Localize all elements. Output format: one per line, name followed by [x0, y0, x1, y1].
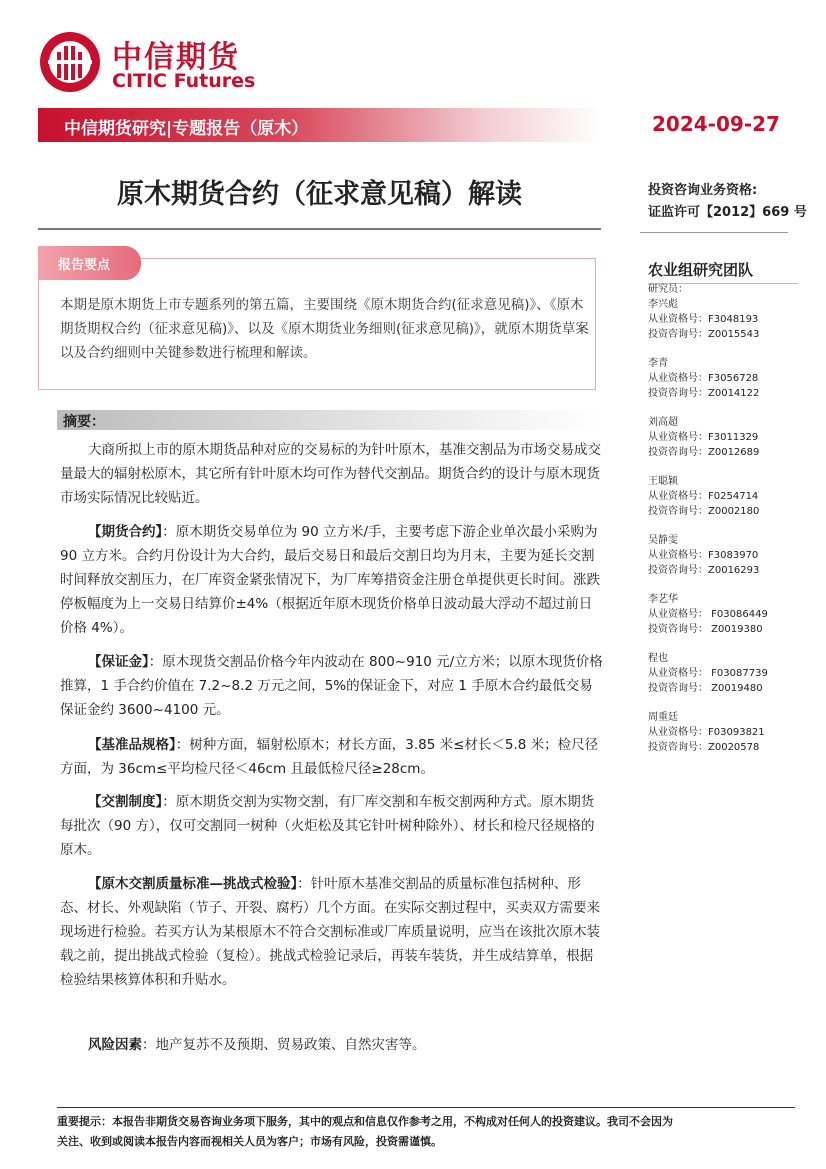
summary-paragraph	[60, 650, 604, 722]
analyst-name: 吴静雯	[648, 535, 678, 546]
analyst-name: 李艺华	[648, 594, 678, 605]
paragraph-heading: 【保证金】	[88, 654, 149, 670]
analyst-practice-id: 从业资格号： F03086449	[648, 609, 768, 620]
paragraph-text: ：树种方面，辐射松原木；材长方面，3.85 米≤材长＜5.8 米；检尺径方面，为 36cm≤平均检尺径＜46cm 且最低检尺径≥28cm。	[60, 737, 599, 777]
analyst-name: 程也	[648, 653, 668, 664]
footer-line1: 重要提示：本报告非期货交易咨询业务项下服务，其中的观点和信息仅作参考之用，不构成对任何人的投资建议。我司不会因为	[57, 1115, 673, 1128]
analyst-practice-id: 从业资格号：F3083970	[648, 550, 759, 561]
risk-factors	[88, 1033, 426, 1053]
analyst-entry	[648, 651, 818, 696]
analyst-entry	[648, 592, 818, 637]
analyst-name: 李青	[648, 358, 668, 369]
analyst-practice-id: 从业资格号： F03087739	[648, 668, 768, 679]
paragraph-heading: 【期货合约】	[88, 524, 163, 540]
analyst-consult-id: 投资咨询号：Z0016293	[648, 565, 760, 576]
footer-line2: 关注、收到或阅读本报告内容而视相关人员为客户；市场有风险，投资需谨慎。	[57, 1135, 442, 1148]
brand-name-cn: 中信期货	[112, 40, 240, 75]
analyst-consult-id: 投资咨询号：Z0002180	[648, 506, 760, 517]
paragraph-heading: 【交割制度】	[88, 794, 163, 810]
summary-paragraph	[60, 733, 604, 781]
analyst-practice-id: 从业资格号：F03093821	[648, 727, 765, 738]
paragraph-text: ：原木现货交割品价格今年内波动在 800~910 元/立方米；以原木现货价格推算，1 手合约价值在 7.2~8.2 万元之间，5%的保证金下，对应 1 手原木合约最低交易保证金约 3600~4100 元。	[60, 654, 603, 718]
qualification-line2: 证监许可【2012】669 号	[648, 205, 807, 220]
keypoints-text: 本期是原木期货上市专题系列的第五篇，主要围绕《原木期货合约(征求意见稿)》、《原木期货期权合约（征求意见稿)》、以及《原木期货业务细则(征求意见稿)》，就原木期货草案以及合约细则中关键参数进行梳理和解读。	[60, 297, 589, 361]
summary-label: 摘要：	[63, 414, 105, 430]
analyst-entry	[648, 415, 818, 460]
analyst-entry	[648, 533, 818, 578]
analyst-list	[648, 282, 818, 769]
paragraph-text: 大商所拟上市的原木期货品种对应的交易标的为针叶原木，基准交割品为市场交易成交量最大的辐射松原木，其它所有针叶原木均可作为替代交割品。期货合约的设计与原木现货市场实际情况比较贴近。	[60, 442, 601, 506]
analyst-role-label: 研究员：	[648, 284, 688, 295]
qualification-line1: 投资咨询业务资格:	[648, 183, 758, 198]
analyst-name: 王聪颖	[648, 476, 678, 487]
analyst-entry	[648, 474, 818, 519]
team-title: 农业组研究团队	[648, 261, 754, 279]
footer-divider	[57, 1107, 795, 1108]
brand-logo	[38, 30, 268, 94]
paragraph-heading: 【基准品规格】	[88, 737, 176, 753]
analyst-entry	[648, 710, 818, 755]
analyst-consult-id: 投资咨询号：Z0012689	[648, 447, 760, 458]
analyst-practice-id: 从业资格号：F3011329	[648, 432, 759, 443]
citic-logo-icon	[38, 30, 102, 94]
keypoints-tag-text: 报告要点	[58, 258, 111, 273]
sidebar-divider	[640, 232, 788, 233]
summary-paragraph	[60, 872, 604, 992]
keypoints-tag	[38, 246, 141, 280]
risk-text: ：地产复苏不及预期、贸易政策、自然灾害等。	[142, 1037, 426, 1053]
paragraph-text: ：原木期货交割为实物交割，有厂库交割和车板交割两种方式。原木期货每批次（90 方），仅可交割同一树种（火炬松及其它针叶树种除外）、材长和检尺径规格的原木。	[60, 794, 595, 858]
analyst-consult-id: 投资咨询号： Z0019380	[648, 624, 763, 635]
summary-header-bar	[57, 410, 601, 430]
summary-paragraph	[60, 520, 604, 640]
report-date: 2024-09-27	[652, 112, 780, 136]
risk-label: 风险因素	[88, 1037, 142, 1053]
analyst-practice-id: 从业资格号：F0254714	[648, 491, 759, 502]
qualification	[648, 180, 807, 224]
analyst-name: 李兴彪	[648, 299, 678, 310]
brand-name-en: CITIC Futures	[112, 70, 256, 92]
summary-paragraph	[60, 438, 604, 510]
analyst-practice-id: 从业资格号：F3048193	[648, 314, 759, 325]
paragraph-text: ：针叶原木基准交割品的质量标准包括树种、形态、材长、外观缺陷（节子、开裂、腐朽）几个方面。在实际交割过程中，买卖双方需要来现场进行检验。若买方认为某根原木不符合交割标准或厂库质量说明，应当在该批次原木装载之前，提出挑战式检验（复检）。挑战式检验记录后，再装车装货，并生成结算单，根据检验结果核算体积和升贴水。	[60, 876, 600, 988]
analyst-name: 周重廷	[648, 712, 678, 723]
analyst-consult-id: 投资咨询号：Z0014122	[648, 388, 760, 399]
analyst-consult-id: 投资咨询号：Z0015543	[648, 329, 760, 340]
analyst-practice-id: 从业资格号：F3056728	[648, 373, 759, 384]
analyst-consult-id: 投资咨询号：Z0020578	[648, 742, 760, 753]
report-title: 原木期货合约（征求意见稿）解读	[117, 179, 522, 210]
analyst-entry	[648, 297, 818, 342]
paragraph-text: ：原木期货交易单位为 90 立方米/手，主要考虑下游企业单次最小采购为 90 立方米。合约月份设计为大合约，最后交易日和最后交割日均为月末，主要为延长交割时间释放交割压力，在厂库资金紧张情况下，为厂库筹措资金注册仓单提供更长时间。涨跌停板幅度为上一交易日结算价±4%（根据近年原木现货价格单日波动最大浮动不超过前日价格 4%）。	[60, 524, 600, 636]
footer-disclaimer	[57, 1112, 795, 1152]
paragraph-heading: 【原木交割质量标准—挑战式检验】	[88, 876, 298, 892]
analyst-consult-id: 投资咨询号： Z0019480	[648, 683, 763, 694]
banner-text: 中信期货研究|专题报告（原木）	[64, 119, 309, 139]
report-banner	[38, 108, 601, 142]
analyst-entry	[648, 356, 818, 401]
title-divider	[38, 228, 601, 230]
summary-paragraph	[60, 790, 604, 862]
analyst-name: 刘高超	[648, 417, 678, 428]
